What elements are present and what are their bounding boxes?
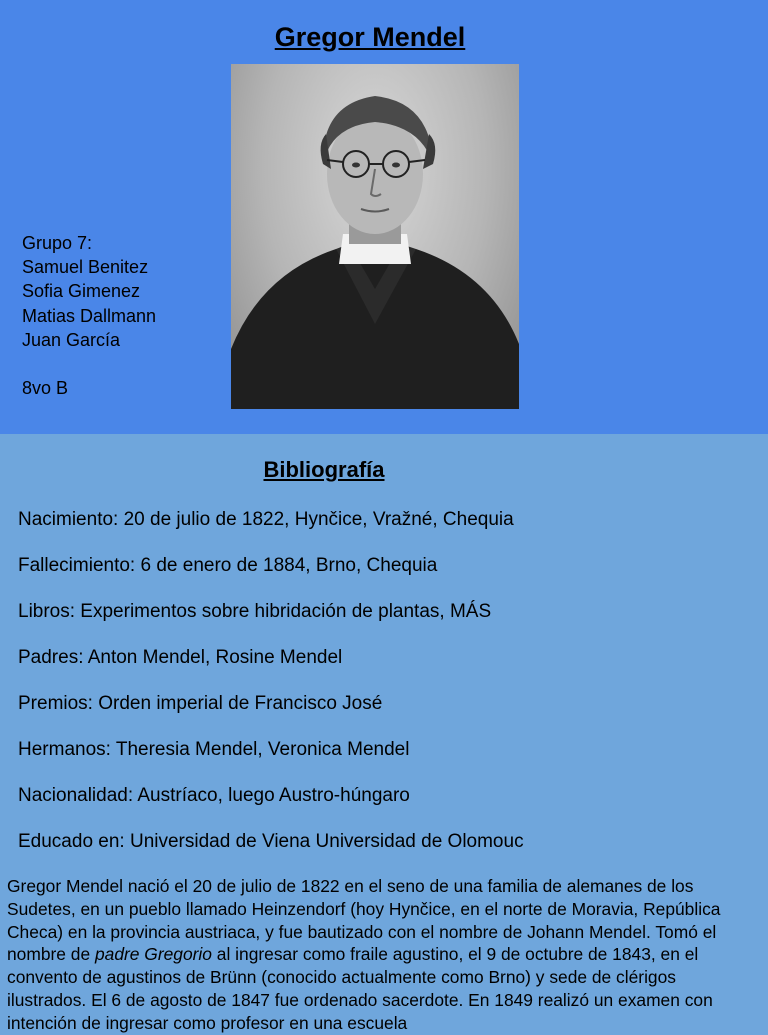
spacer xyxy=(22,352,156,376)
fact-parents: Padres: Anton Mendel, Rosine Mendel xyxy=(18,647,343,668)
group-member: Sofia Gimenez xyxy=(22,281,141,302)
biography-paragraph xyxy=(7,875,759,1035)
bibliography-heading: Bibliografía xyxy=(263,457,385,482)
header-panel xyxy=(0,0,768,434)
fact-nationality: Nacionalidad: Austríaco, luego Austro-húngaro xyxy=(18,785,410,806)
fact-awards: Premios: Orden imperial de Francisco José xyxy=(18,693,383,714)
facts-list xyxy=(18,508,758,876)
group-member: Samuel Benitez xyxy=(22,257,149,278)
portrait-drawing xyxy=(231,64,519,409)
group-heading: Grupo 7: xyxy=(22,233,93,253)
group-class: 8vo B xyxy=(22,378,69,399)
group-member: Matias Dallmann xyxy=(22,305,157,326)
fact-birth: Nacimiento: 20 de julio de 1822, Hynčice, Vražné, Chequia xyxy=(18,509,514,530)
fact-books: Libros: Experimentos sobre hibridación de plantas, MÁS xyxy=(18,601,492,622)
page-title: Gregor Mendel xyxy=(274,22,466,52)
fact-death: Fallecimiento: 6 de enero de 1884, Brno, Chequia xyxy=(18,555,438,576)
bio-emphasis: padre Gregorio xyxy=(94,944,212,965)
group-member: Juan García xyxy=(22,329,121,350)
bio-text-continued: al ingresar como fraile agustino, el 9 de octubre de 1843, en el convento de agustinos de Brünn (conocido actualmente como Brno) y sede de clérigos ilustrados. El 6 de agosto de 1847 fue ordenado sacerdote. En 1849 realizó un examen con intención de ingresar como profesor en una escuela xyxy=(7,944,713,1033)
fact-education: Educado en: Universidad de Viena Universidad de Olomouc xyxy=(18,831,524,852)
group-info xyxy=(22,231,156,400)
bio-text: Gregor Mendel nació el 20 de julio de 1822 en el seno de una familia de alemanes de los Sudetes, en un pueblo llamado Heinzendorf (hoy Hynčice, en el norte de Moravia, República Checa) en la provincia austriaca, y fue bautizado con el nombre de Johann Mendel. Tomó el nombre de xyxy=(7,876,721,965)
fact-siblings: Hermanos: Theresia Mendel, Veronica Mendel xyxy=(18,739,410,760)
portrait-photo xyxy=(231,64,519,409)
